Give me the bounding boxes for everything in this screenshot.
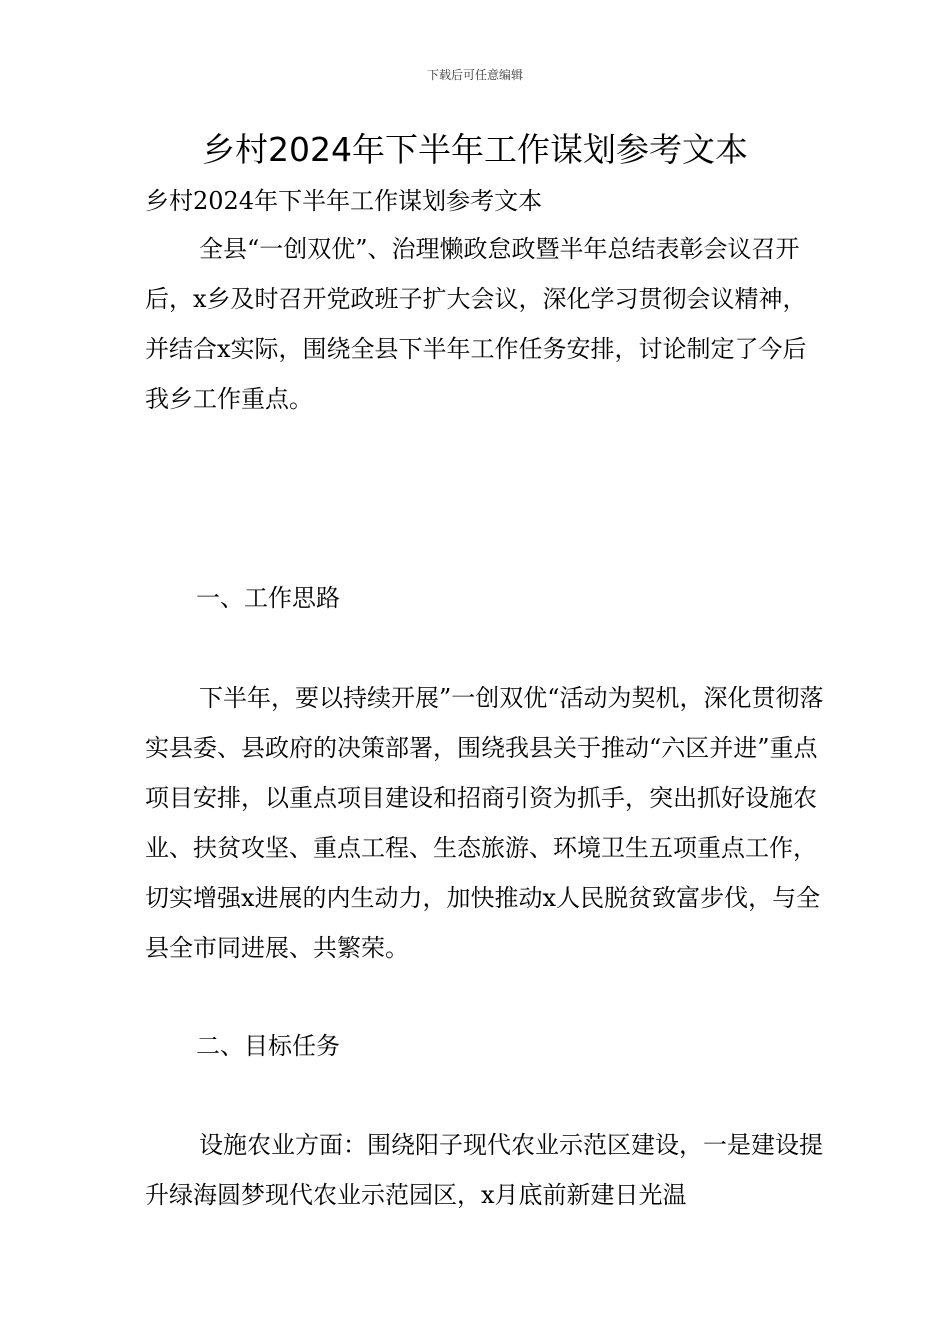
document-title: 乡村2024年下半年工作谋划参考文本 — [202, 130, 748, 169]
section-heading-goals-tasks: 二、目标任务 — [196, 1032, 340, 1060]
intro-paragraph: 全县“一创双优”、治理懒政怠政暨半年总结表彰会议召开后，x乡及时召开党政班子扩大会议，深化学习贯彻会议精神，并结合x实际，围绕全县下半年工作任务安排，讨论制定了今后我乡工作重点。 — [145, 235, 807, 413]
section-heading-work-approach: 一、工作思路 — [196, 584, 340, 612]
work-approach-paragraph: 下半年，要以持续开展”一创双优“活动为契机，深化贯彻落实县委、县政府的决策部署，围绕我县关于推动“六区并进”重点项目安排，以重点项目建设和招商引资为抓手，突出抓好设施农业、扶贫攻坚、重点工程、生态旅游、环境卫生五项重点工作，切实增强x进展的内生动力，加快推动x人民脱贫致富步伐，与全县全市同进展、共繁荣。 — [145, 684, 824, 962]
header-note: 下载后可任意编辑 — [426, 68, 523, 82]
goals-tasks-paragraph: 设施农业方面：围绕阳子现代农业示范区建设，一是建设提升绿海圆梦现代农业示范园区，x月底前新建日光温 — [145, 1131, 823, 1209]
document-subtitle: 乡村2024年下半年工作谋划参考文本 — [145, 187, 543, 215]
